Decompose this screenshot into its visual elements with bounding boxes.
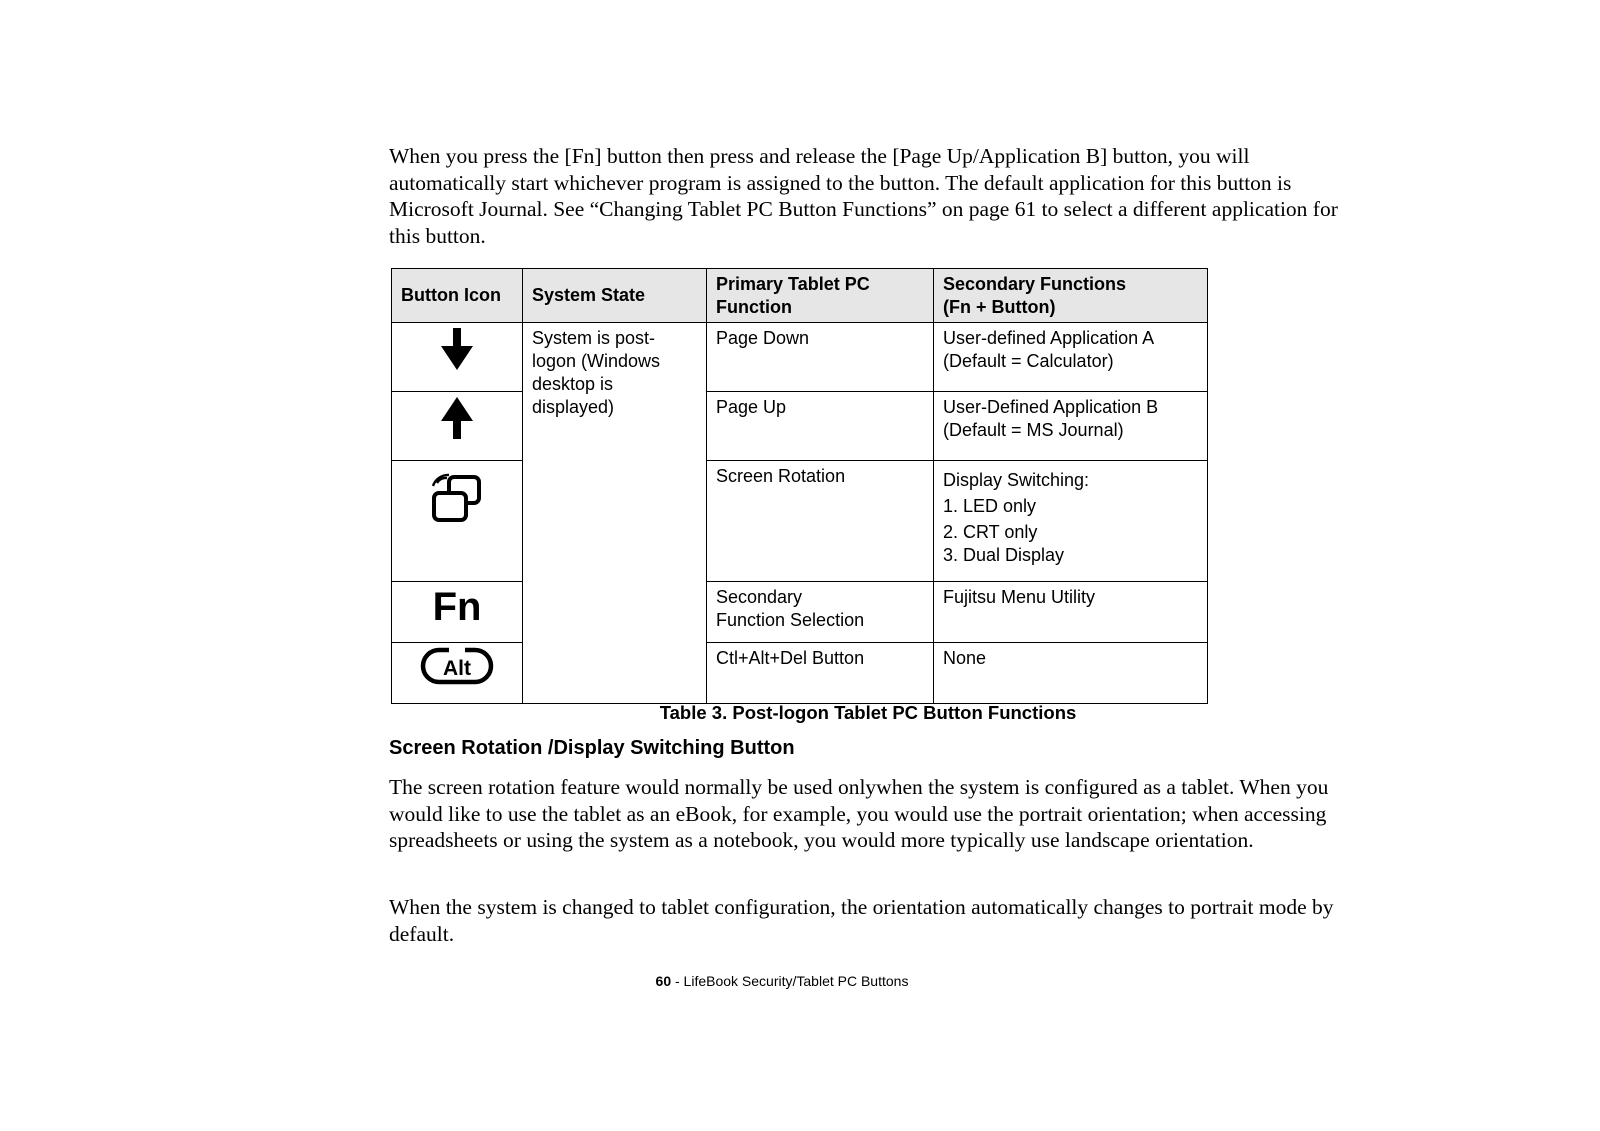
display-option-item: 2. CRT only <box>943 522 1038 542</box>
body-paragraph: The screen rotation feature would normally be used onlywhen the system is configured as a tablet. When you would like to use the tablet as an eBook, for example, you would use the portrait orientation; when accessing spreadsheets or using the system as a notebook, you would more typically use landscape orientation. <box>389 775 1329 853</box>
svg-text:Fn: Fn <box>432 586 482 626</box>
arrow-up-icon <box>440 396 474 440</box>
button-functions-table <box>391 268 1208 704</box>
table-row <box>392 392 1208 461</box>
arrow-down-icon <box>440 327 474 371</box>
table-row <box>392 323 1208 392</box>
icon-cell <box>392 643 523 704</box>
secondary-line1: User-Defined Application B <box>943 397 1159 417</box>
table-row <box>392 461 1208 582</box>
display-option-item: 3. Dual Display <box>943 545 1065 565</box>
table-header-row <box>392 269 1208 323</box>
icon-cell <box>392 323 523 392</box>
fn-key-icon <box>428 586 486 626</box>
secondary-function-cell <box>934 392 1208 461</box>
intro-paragraph: When you press the [Fn] button then press and release the [Page Up/Application B] button, you will automatically start whichever program is assigned to the button. The default application for this button is Microsoft Journal. See “Changing Tablet PC Button Functions” on page 61 to select a different application for this button. <box>389 144 1338 248</box>
display-option-item: 1. LED only <box>943 496 1037 516</box>
page-footer <box>0 972 1564 990</box>
system-state-cell: System is post-logon (Windows desktop is displayed) <box>523 323 707 704</box>
svg-text:Alt: Alt <box>443 657 471 680</box>
icon-cell <box>392 461 523 582</box>
primary-function-cell: Page Down <box>707 323 934 392</box>
page-number: 60 <box>655 973 672 989</box>
table-caption: Table 3. Post-logon Tablet PC Button Functions <box>659 702 1077 723</box>
header-primary-function: Primary Tablet PC Function <box>707 269 934 323</box>
table-row <box>392 643 1208 704</box>
secondary-function-cell <box>934 323 1208 392</box>
secondary-function-cell: Fujitsu Menu Utility <box>934 582 1208 643</box>
primary-function-cell <box>707 582 934 643</box>
icon-cell <box>392 392 523 461</box>
primary-line1: Secondary <box>716 587 803 607</box>
header-button-icon: Button Icon <box>392 269 523 323</box>
secondary-line2: (Default = MS Journal) <box>943 420 1124 440</box>
secondary-line1: User-defined Application A <box>943 328 1155 348</box>
primary-function-cell: Screen Rotation <box>707 461 934 582</box>
header-secondary-functions <box>934 269 1208 323</box>
secondary-line2: (Default = Calculator) <box>943 351 1114 371</box>
primary-function-cell: Page Up <box>707 392 934 461</box>
table-row <box>392 582 1208 643</box>
header-secondary-line1: Secondary Functions <box>943 273 1127 294</box>
icon-cell <box>392 582 523 643</box>
primary-function-cell: Ctl+Alt+Del Button <box>707 643 934 704</box>
header-secondary-line2: (Fn + Button) <box>943 296 1056 317</box>
footer-text: - LifeBook Security/Tablet PC Buttons <box>671 973 909 989</box>
alt-key-icon <box>419 647 495 685</box>
secondary-function-cell: None <box>934 643 1208 704</box>
screen-rotation-icon <box>431 473 483 523</box>
section-heading: Screen Rotation /Display Switching Button <box>389 737 795 759</box>
secondary-function-cell <box>934 461 1208 582</box>
header-system-state: System State <box>523 269 707 323</box>
primary-line2: Function Selection <box>716 610 865 630</box>
display-switching-title: Display Switching: <box>943 470 1090 490</box>
body-paragraph: When the system is changed to tablet configuration, the orientation automatically changes to portrait mode by default. <box>389 895 1334 946</box>
